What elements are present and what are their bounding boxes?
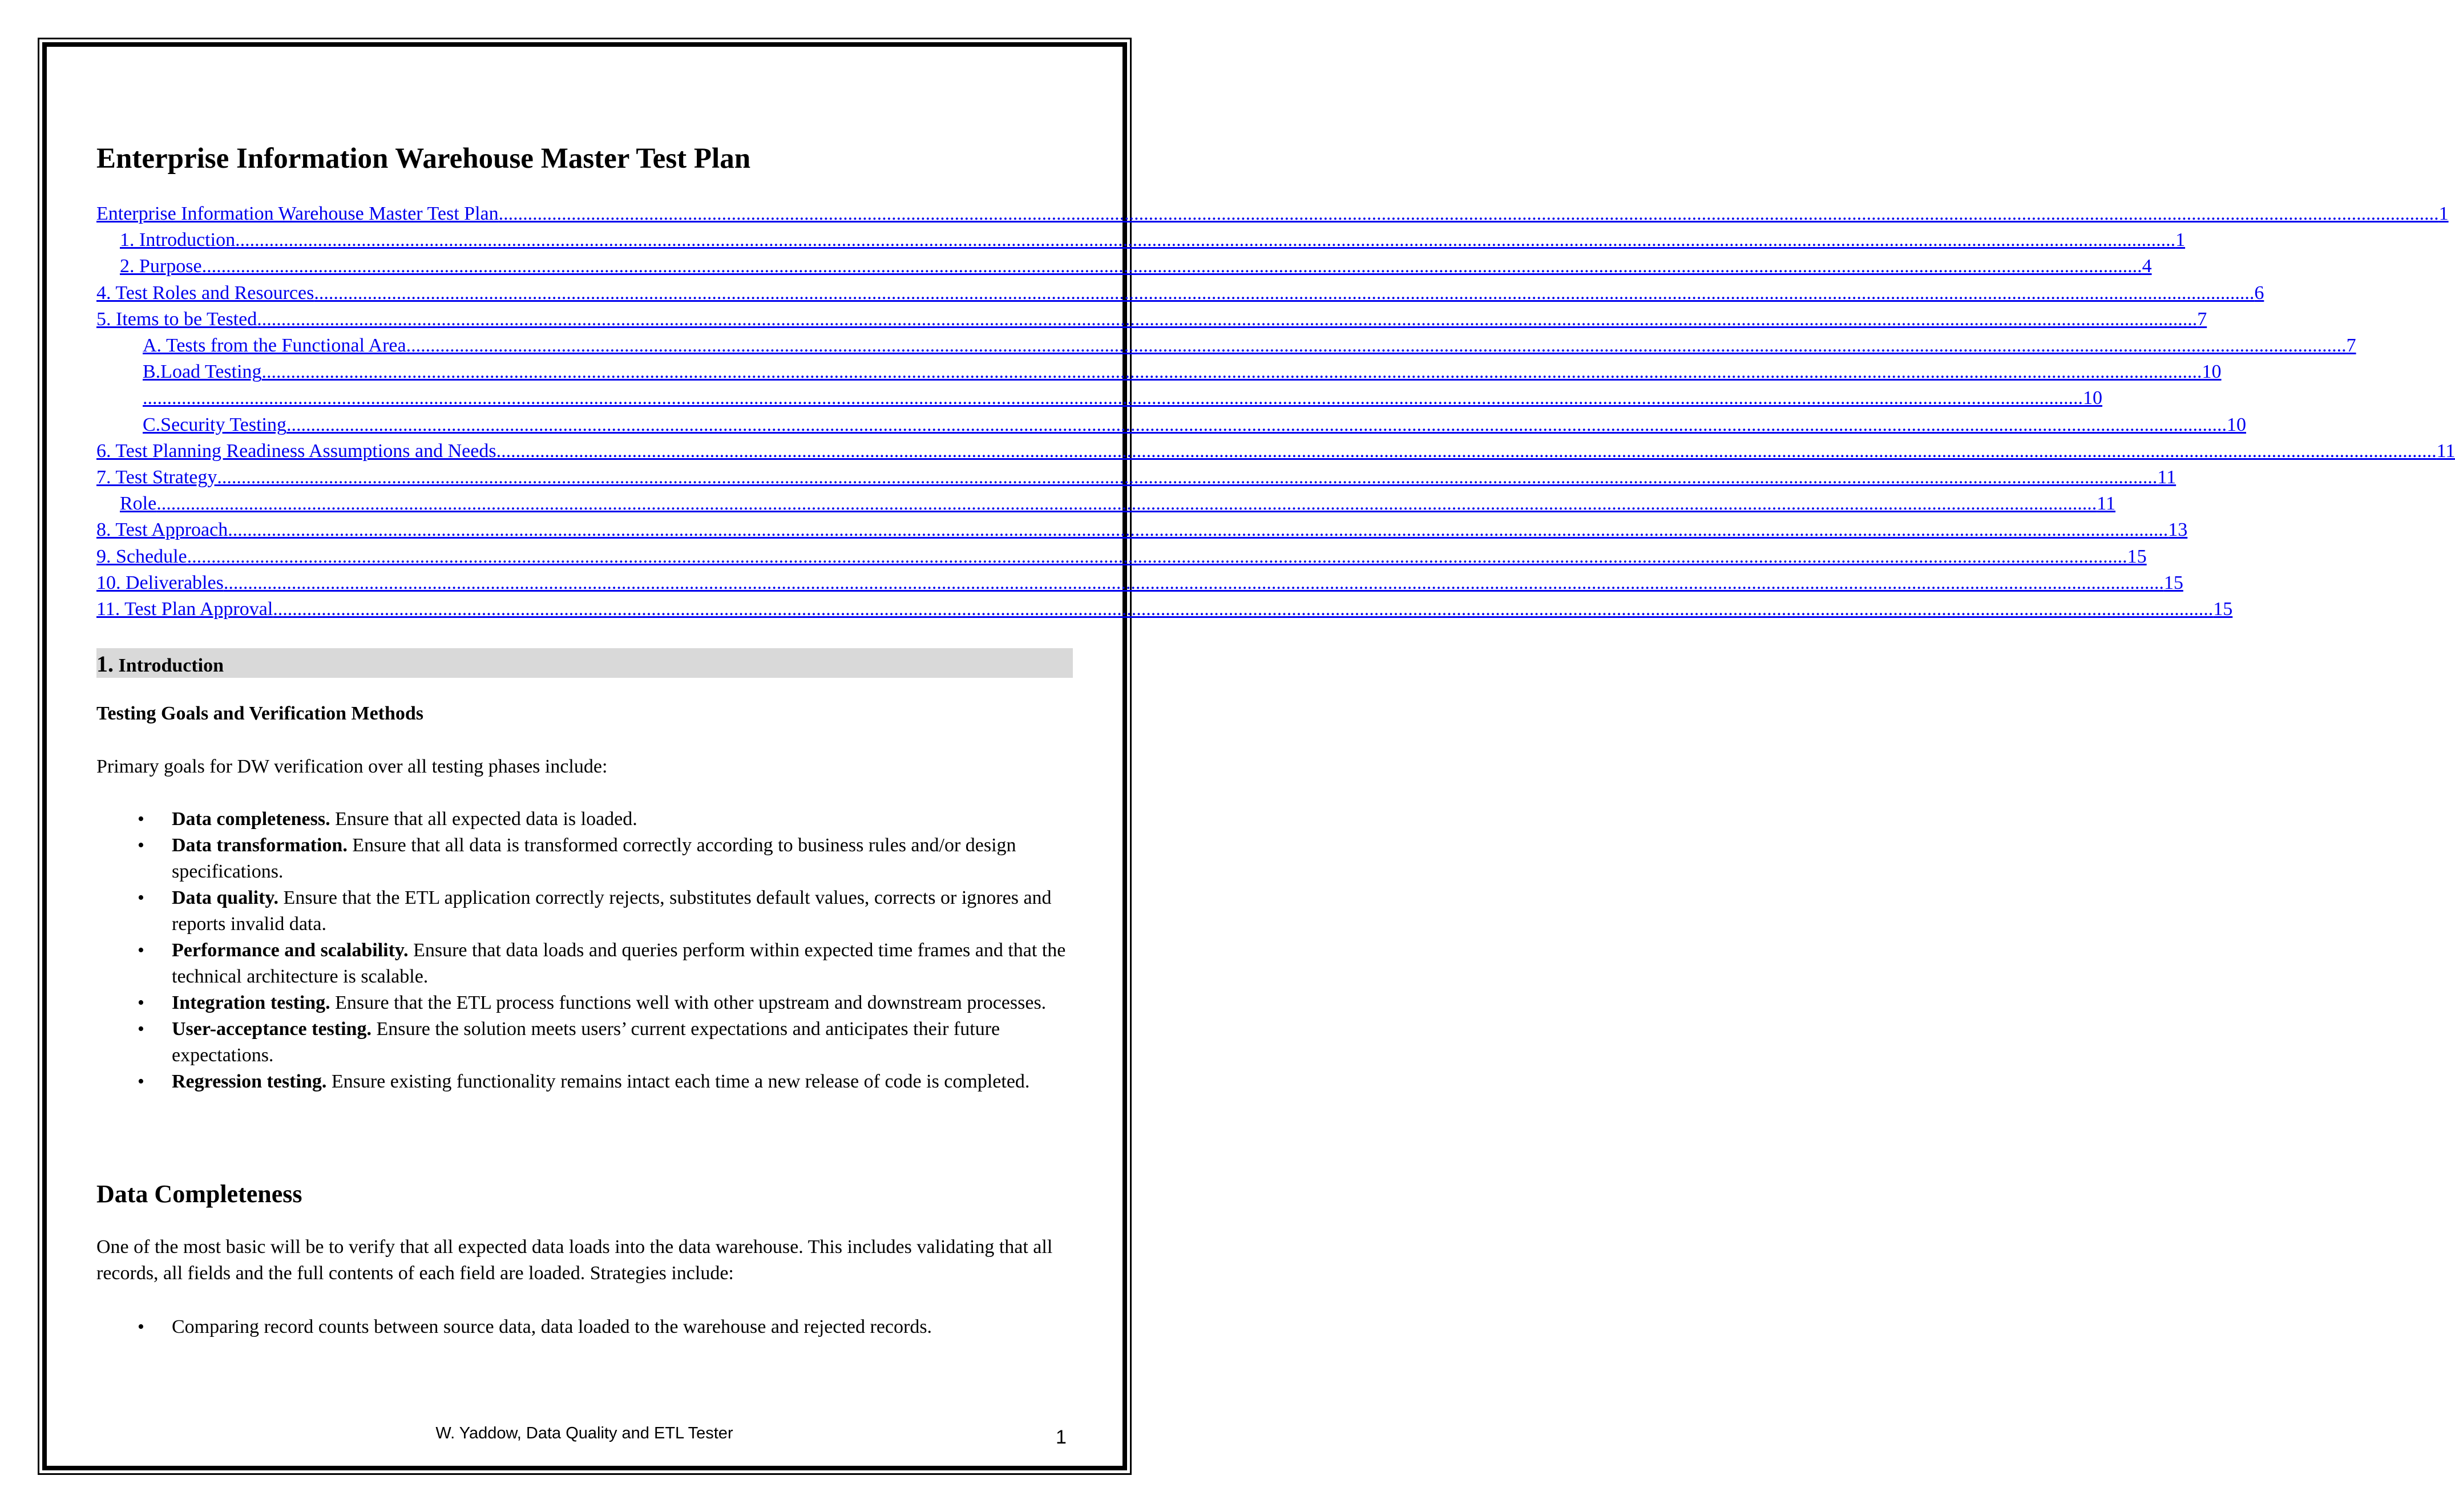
toc-page-number: 1 — [2438, 203, 2449, 224]
toc-entry[interactable] — [96, 596, 2233, 622]
toc-entry[interactable] — [96, 253, 2152, 280]
goal-item — [102, 1016, 1073, 1069]
goal-item — [102, 806, 1073, 832]
toc-leader-dots: ................................................................................................................................................................................................................................................................................................................................................................................................................ — [406, 335, 2347, 357]
toc-page-number: 1 — [2175, 229, 2186, 251]
goal-description: Ensure that the ETL application correctly rejects, substitutes default values, corrects or ignores and reports invalid data. — [172, 887, 1052, 935]
toc-page-number: 11 — [2157, 467, 2177, 488]
toc-page-number: 4 — [2142, 256, 2152, 277]
toc-leader-dots: ................................................................................................................................................................................................................................................................................................................................................................................................................ — [217, 467, 2158, 488]
goal-item — [102, 1069, 1073, 1095]
toc-entry[interactable] — [96, 544, 2147, 570]
goal-description: Ensure that the ETL process functions well with other upstream and downstream processes. — [330, 992, 1047, 1013]
footer-author: W. Yaddow, Data Quality and ETL Tester — [435, 1424, 733, 1442]
toc-leader-dots: ................................................................................................................................................................................................................................................................................................................................................................................................................ — [156, 493, 2097, 515]
toc-entry-label: 5. Items to be Tested — [96, 308, 257, 330]
toc-page-number: 10 — [2083, 387, 2102, 409]
toc-page-number: 15 — [2213, 599, 2233, 620]
goal-term: Data completeness. — [172, 808, 330, 830]
goal-term: Data transformation. — [172, 835, 348, 856]
toc-entry[interactable] — [96, 491, 2115, 517]
goal-item — [102, 885, 1073, 937]
goals-heading: Testing Goals and Verification Methods — [96, 703, 424, 724]
toc-entry-label: 8. Test Approach — [96, 519, 228, 541]
toc-entry-label: Role — [120, 493, 157, 515]
goal-description: Ensure existing functionality remains intact each time a new release of code is completed. — [326, 1071, 1030, 1092]
toc-leader-dots: ................................................................................................................................................................................................................................................................................................................................................................................................................ — [187, 545, 2127, 567]
goal-term: Regression testing. — [172, 1071, 327, 1092]
toc-entry-label: 1. Introduction — [120, 229, 236, 251]
goal-description: Ensure that all expected data is loaded. — [330, 808, 637, 830]
goal-description: Ensure that data loads and queries perform within expected time frames and that the technical architecture is scalable. — [172, 940, 1066, 987]
toc-entry[interactable] — [96, 333, 2356, 359]
toc-entry-label: 9. Schedule — [96, 545, 187, 567]
toc-entry-label: C.Security Testing — [143, 414, 286, 435]
toc-leader-dots: ................................................................................................................................................................................................................................................................................................................................................................................................................ — [286, 414, 2227, 435]
toc-page-number: 7 — [2197, 308, 2207, 330]
goal-item — [102, 937, 1073, 990]
section-heading-introduction — [96, 648, 1073, 678]
goal-term: Integration testing. — [172, 992, 330, 1013]
toc-leader-dots: ................................................................................................................................................................................................................................................................................................................................................................................................................ — [314, 282, 2255, 304]
toc-entry-label: 7. Test Strategy — [96, 467, 217, 488]
table-of-contents — [96, 201, 2455, 622]
toc-page-number: 11 — [2436, 440, 2455, 462]
toc-page-number: 15 — [2127, 545, 2147, 567]
goal-item — [102, 832, 1073, 885]
strategies-list — [102, 1314, 1073, 1340]
goal-item — [102, 990, 1073, 1016]
toc-entry[interactable] — [96, 464, 2177, 491]
toc-entry-label: Enterprise Information Warehouse Master Test Plan — [96, 203, 499, 224]
toc-leader-dots: ................................................................................................................................................................................................................................................................................................................................................................................................................ — [235, 229, 2176, 251]
toc-leader-dots: ................................................................................................................................................................................................................................................................................................................................................................................................................ — [201, 256, 2142, 277]
toc-entry[interactable] — [96, 570, 2183, 596]
goal-description: Ensure the solution meets users’ current expectations and anticipates their future expectations. — [172, 1018, 1000, 1066]
section-number: 1. — [96, 651, 114, 677]
toc-entry-label: 2. Purpose — [120, 256, 202, 277]
toc-page-number: 10 — [2226, 414, 2246, 435]
toc-page-number: 13 — [2168, 519, 2188, 541]
toc-leader-dots: ................................................................................................................................................................................................................................................................................................................................................................................................................ — [273, 599, 2214, 620]
goal-term: User-acceptance testing. — [172, 1018, 372, 1040]
toc-leader-dots: ................................................................................................................................................................................................................................................................................................................................................................................................................ — [228, 519, 2169, 541]
toc-entry-label: 10. Deliverables — [96, 572, 224, 593]
toc-entry-label: 6. Test Planning Readiness Assumptions and Needs — [96, 440, 496, 462]
toc-entry-label: A. Tests from the Functional Area — [143, 335, 406, 357]
toc-page-number: 11 — [2097, 493, 2115, 515]
toc-entry[interactable] — [96, 306, 2207, 333]
toc-entry[interactable] — [96, 227, 2186, 253]
toc-page-number: 6 — [2254, 282, 2264, 304]
toc-entry[interactable] — [96, 517, 2188, 543]
toc-entry[interactable] — [96, 280, 2264, 306]
toc-leader-dots: ................................................................................................................................................................................................................................................................................................................................................................................................................ — [143, 387, 2083, 409]
goal-term: Data quality. — [172, 887, 279, 908]
toc-leader-dots: ................................................................................................................................................................................................................................................................................................................................................................................................................ — [223, 572, 2164, 593]
toc-entry-label: B.Load Testing — [143, 361, 262, 383]
toc-entry-label: 4. Test Roles and Resources — [96, 282, 314, 304]
goals-intro: Primary goals for DW verification over all testing phases include: — [96, 756, 608, 777]
toc-leader-dots: ................................................................................................................................................................................................................................................................................................................................................................................................................ — [498, 203, 2439, 224]
goal-description: Ensure that all data is transformed correctly according to business rules and/or design specifications. — [172, 835, 1016, 882]
toc-page-number: 10 — [2202, 361, 2222, 383]
goal-term: Performance and scalability. — [172, 940, 409, 961]
section-title: Introduction — [118, 655, 224, 676]
toc-leader-dots: ................................................................................................................................................................................................................................................................................................................................................................................................................ — [261, 361, 2202, 383]
toc-entry[interactable] — [96, 438, 2455, 464]
strategy-item: • Comparing record counts between source data, data loaded to the warehouse and rejected records. — [102, 1314, 1073, 1340]
toc-entry[interactable] — [96, 359, 2222, 385]
toc-entry[interactable] — [96, 201, 2449, 227]
toc-page-number: 15 — [2163, 572, 2183, 593]
data-completeness-paragraph: One of the most basic will be to verify that all expected data loads into the data warehouse. This includes validating that all records, all fields and the full contents of each field are loaded. Strategies include: — [96, 1236, 1053, 1284]
toc-leader-dots: ................................................................................................................................................................................................................................................................................................................................................................................................................ — [496, 440, 2437, 462]
goals-list — [102, 806, 1073, 1095]
toc-entry[interactable] — [96, 385, 2102, 411]
toc-page-number: 7 — [2346, 335, 2356, 357]
toc-entry-label: 11. Test Plan Approval — [96, 599, 273, 620]
data-completeness-heading: Data Completeness — [96, 1180, 302, 1208]
toc-entry[interactable] — [96, 412, 2246, 438]
document-title: Enterprise Information Warehouse Master Test Plan — [96, 143, 751, 175]
toc-leader-dots: ................................................................................................................................................................................................................................................................................................................................................................................................................ — [257, 308, 2198, 330]
page-number: 1 — [1056, 1426, 1067, 1448]
